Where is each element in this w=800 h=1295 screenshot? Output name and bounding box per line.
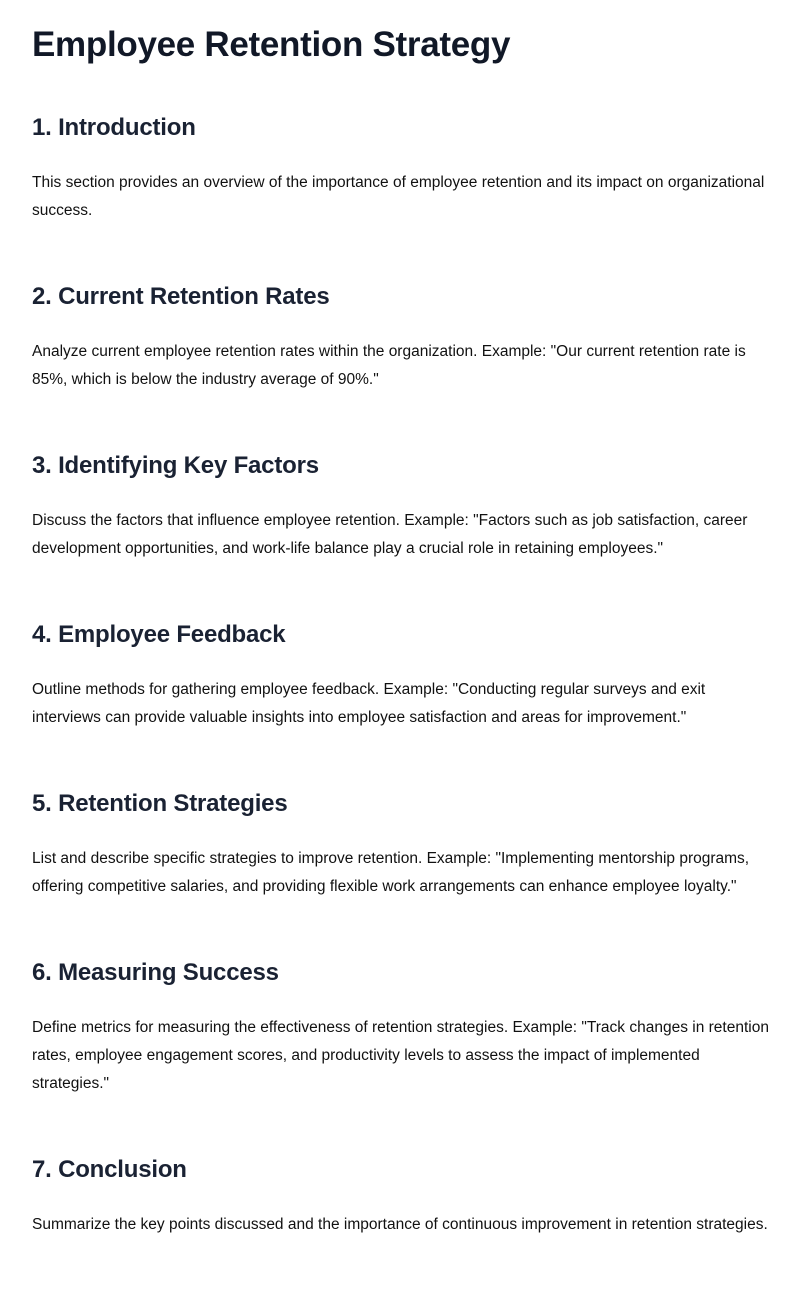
document-title: Employee Retention Strategy (32, 25, 511, 64)
section-introduction (32, 112, 772, 225)
section-body: Define metrics for measuring the effectiveness of retention strategies. Example: "Track changes in retention rates, employee engagement scores, and productivity levels to assess the impact of implemented strategies." (32, 1019, 769, 1092)
section-body: Summarize the key points discussed and the importance of continuous improvement in retention strategies. (32, 1216, 768, 1233)
section-body: Outline methods for gathering employee feedback. Example: "Conducting regular surveys and exit interviews can provide valuable insights into employee satisfaction and areas for improvement." (32, 681, 706, 726)
section-body: Discuss the factors that influence employee retention. Example: "Factors such as job satisfaction, career development opportunities, and work-life balance play a crucial role in retaining employees." (32, 512, 748, 557)
section-current-retention-rates (32, 281, 772, 394)
section-heading: 2. Current Retention Rates (32, 283, 330, 310)
section-heading: 5. Retention Strategies (32, 790, 288, 817)
document (32, 22, 772, 1295)
section-heading: 4. Employee Feedback (32, 621, 286, 648)
section-heading: 7. Conclusion (32, 1156, 187, 1183)
section-conclusion (32, 1154, 772, 1239)
section-measuring-success (32, 957, 772, 1098)
section-identifying-key-factors (32, 450, 772, 563)
section-heading: 1. Introduction (32, 114, 196, 141)
section-employee-feedback (32, 619, 772, 732)
section-body: List and describe specific strategies to improve retention. Example: "Implementing mentorship programs, offering competitive salaries, and providing flexible work arrangements can enhance employee loyalty." (32, 850, 750, 895)
section-body: Analyze current employee retention rates within the organization. Example: "Our current retention rate is 85%, which is below the industry average of 90%." (32, 343, 746, 388)
section-heading: 3. Identifying Key Factors (32, 452, 319, 479)
section-body: This section provides an overview of the importance of employee retention and its impact on organizational success. (32, 174, 765, 219)
section-heading: 6. Measuring Success (32, 959, 279, 986)
section-retention-strategies (32, 788, 772, 901)
